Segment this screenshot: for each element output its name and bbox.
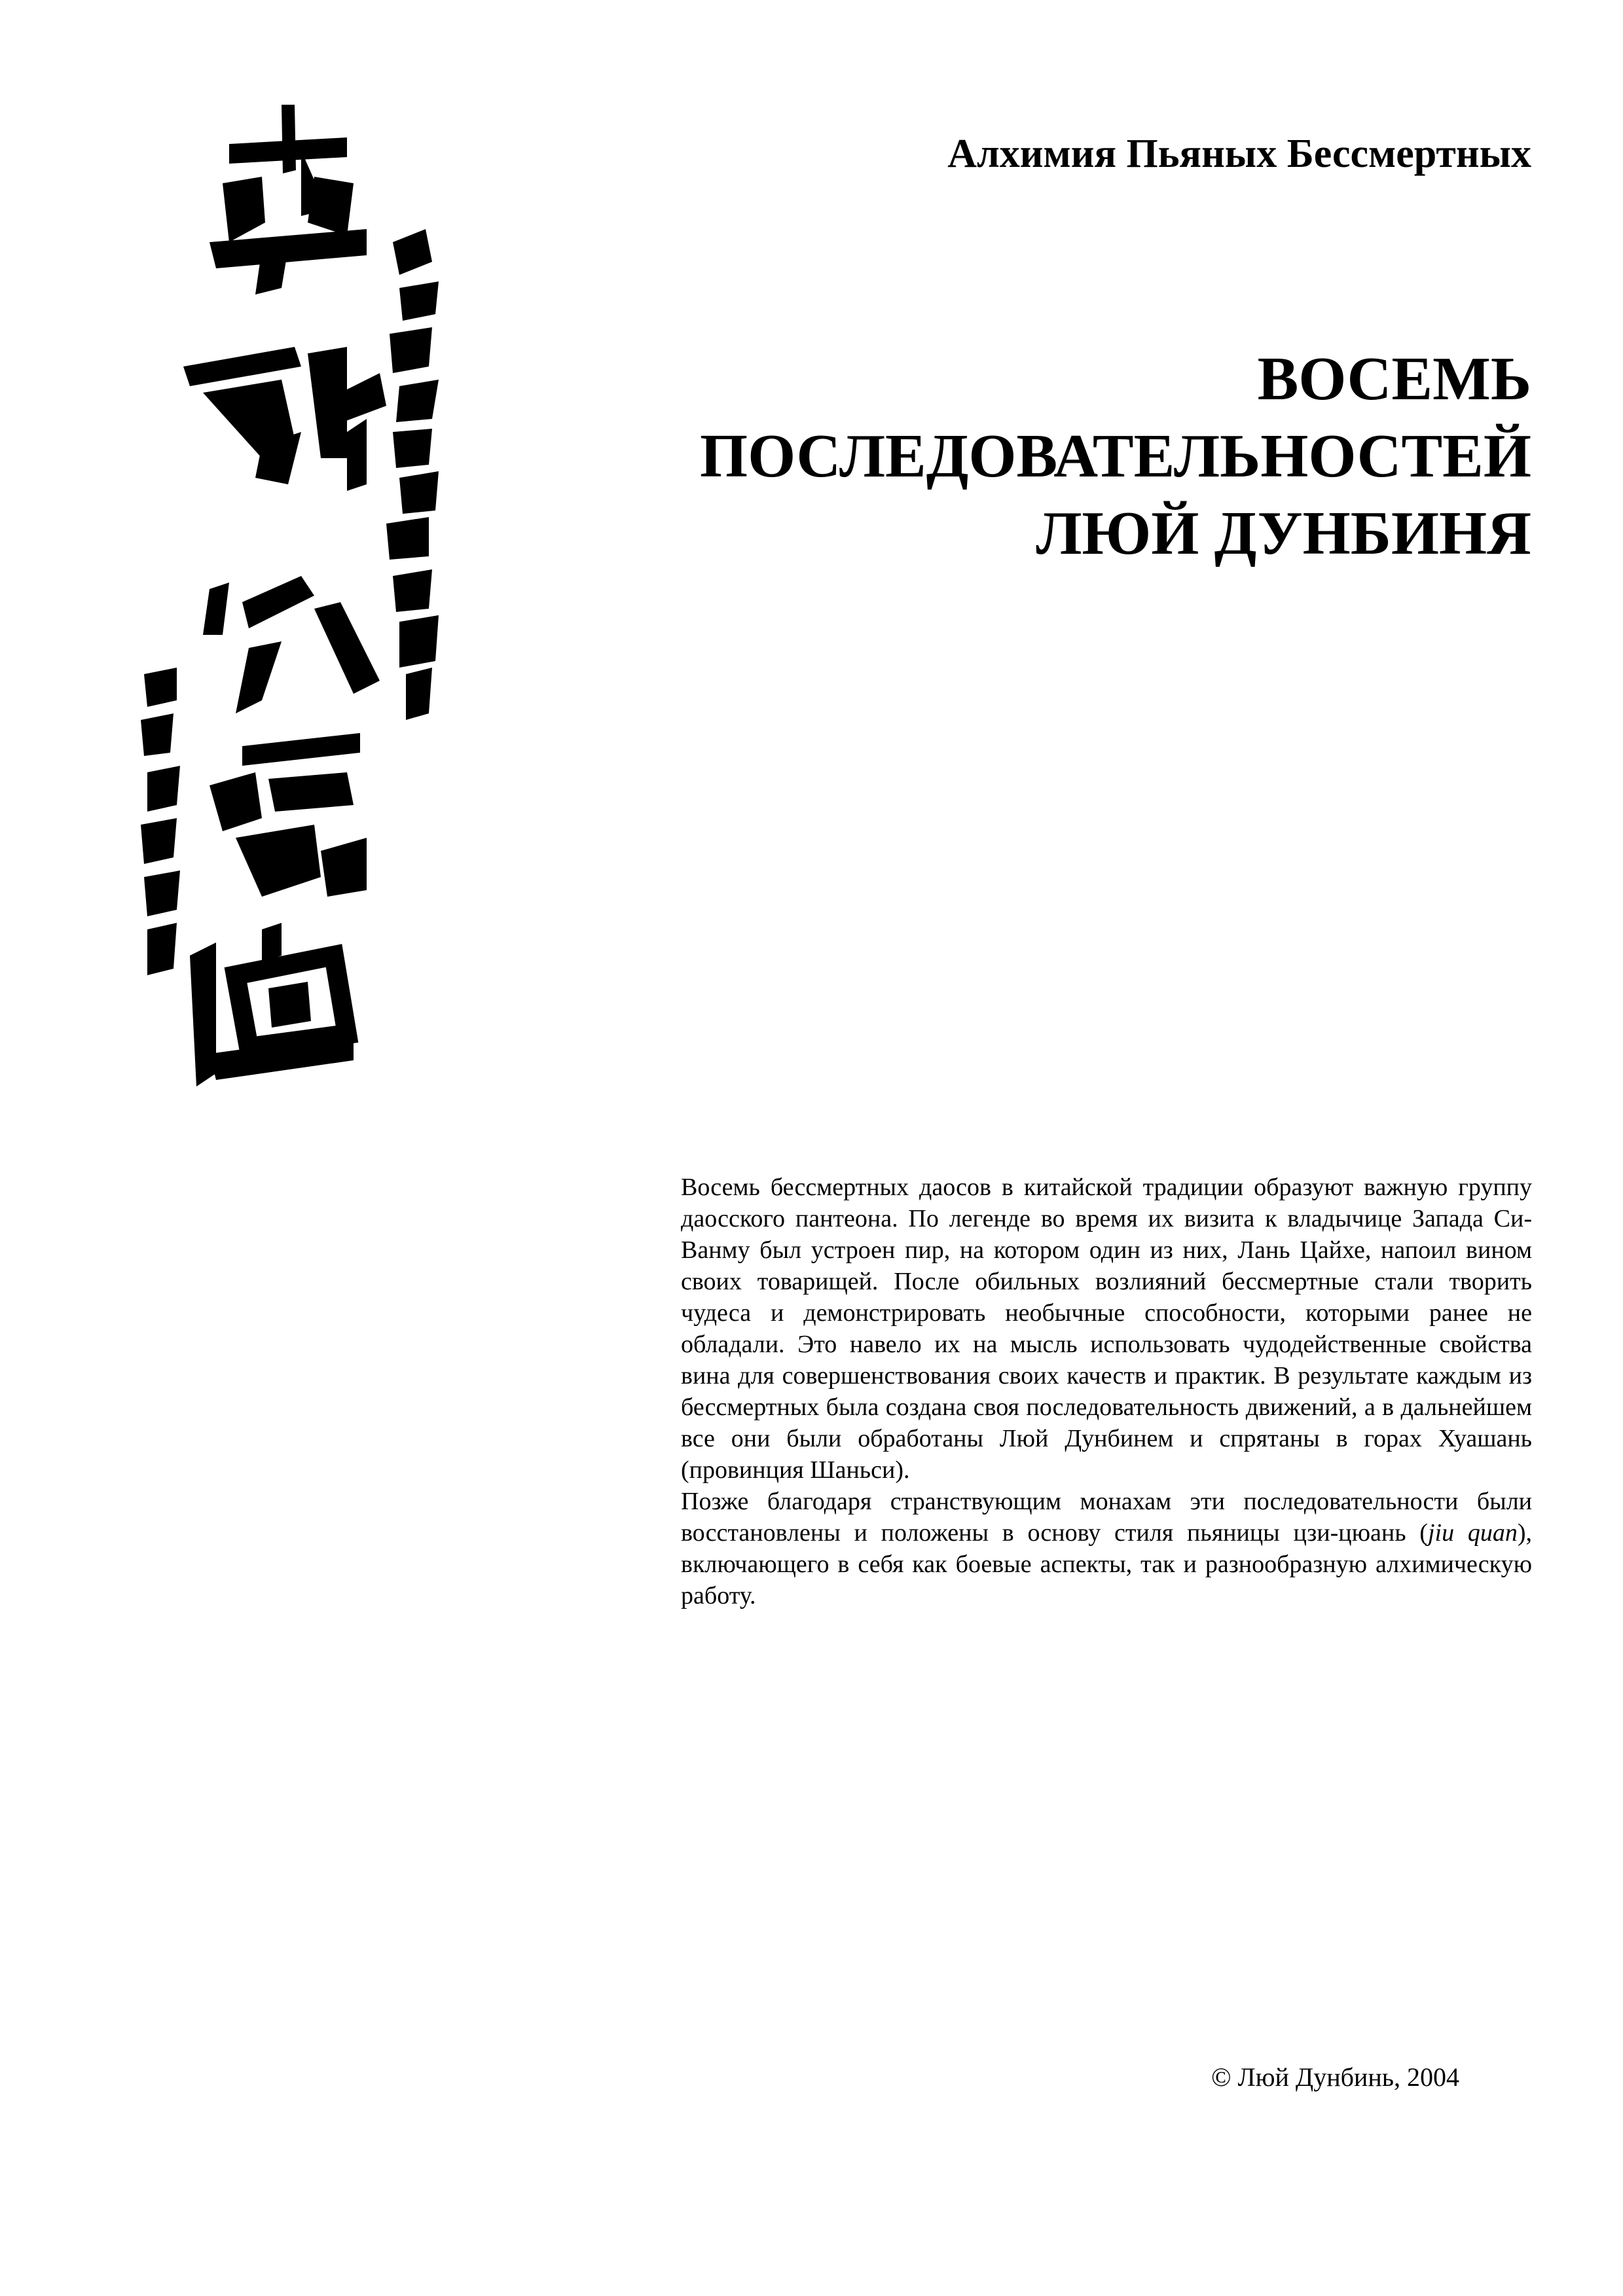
intro-paragraph-2: [681, 1486, 1532, 1611]
series-title: Алхимия Пьяных Бессмертных: [947, 132, 1531, 176]
document-title: [700, 340, 1531, 572]
title-line-2: ПОСЛЕДОВАТЕЛЬНОСТЕЙ: [700, 422, 1531, 490]
paragraph-2-end: ), включающего в себя как боевые аспекты, так и разнообразную алхимическую работу.: [681, 1519, 1532, 1609]
paragraph-2-italic: jiu quan: [1427, 1519, 1518, 1547]
chinese-calligraphy-brush-icon: [131, 92, 589, 1113]
title-line-3: ЛЮЙ ДУНБИНЯ: [1036, 499, 1531, 567]
intro-paragraph-1: Восемь бессмертных даосов в китайской традиции образуют важную группу даосского пантеона. По легенде во время их визита к владычице Запада Си-Ванму был устроен пир, на котором один из них, Лань Цайхе, напоил вином своих товарищей. После обильных возлияний бессмертные стали творить чудеса и демонстрировать необычные способности, которыми ранее не обладали. Это навело их на мысль использовать чудодейственные свойства вина для совершенствования своих качеств и практик. В результате каждым из бессмертных была создана своя последовательность движений, а в дальнейшем все они были обработаны Люй Дунбинем и спрятаны в горах Хуашань (провинция Шаньси).: [681, 1174, 1532, 1484]
copyright-notice: © Люй Дунбинь, 2004: [1211, 2062, 1459, 2092]
paragraph-2-start: Позже благодаря странствующим монахам эти последовательности были восстановлены и положены в основу стиля пьяницы цзи-цюань (: [681, 1488, 1532, 1547]
intro-text: [681, 1172, 1532, 1611]
title-line-1: ВОСЕМЬ: [1257, 345, 1531, 413]
